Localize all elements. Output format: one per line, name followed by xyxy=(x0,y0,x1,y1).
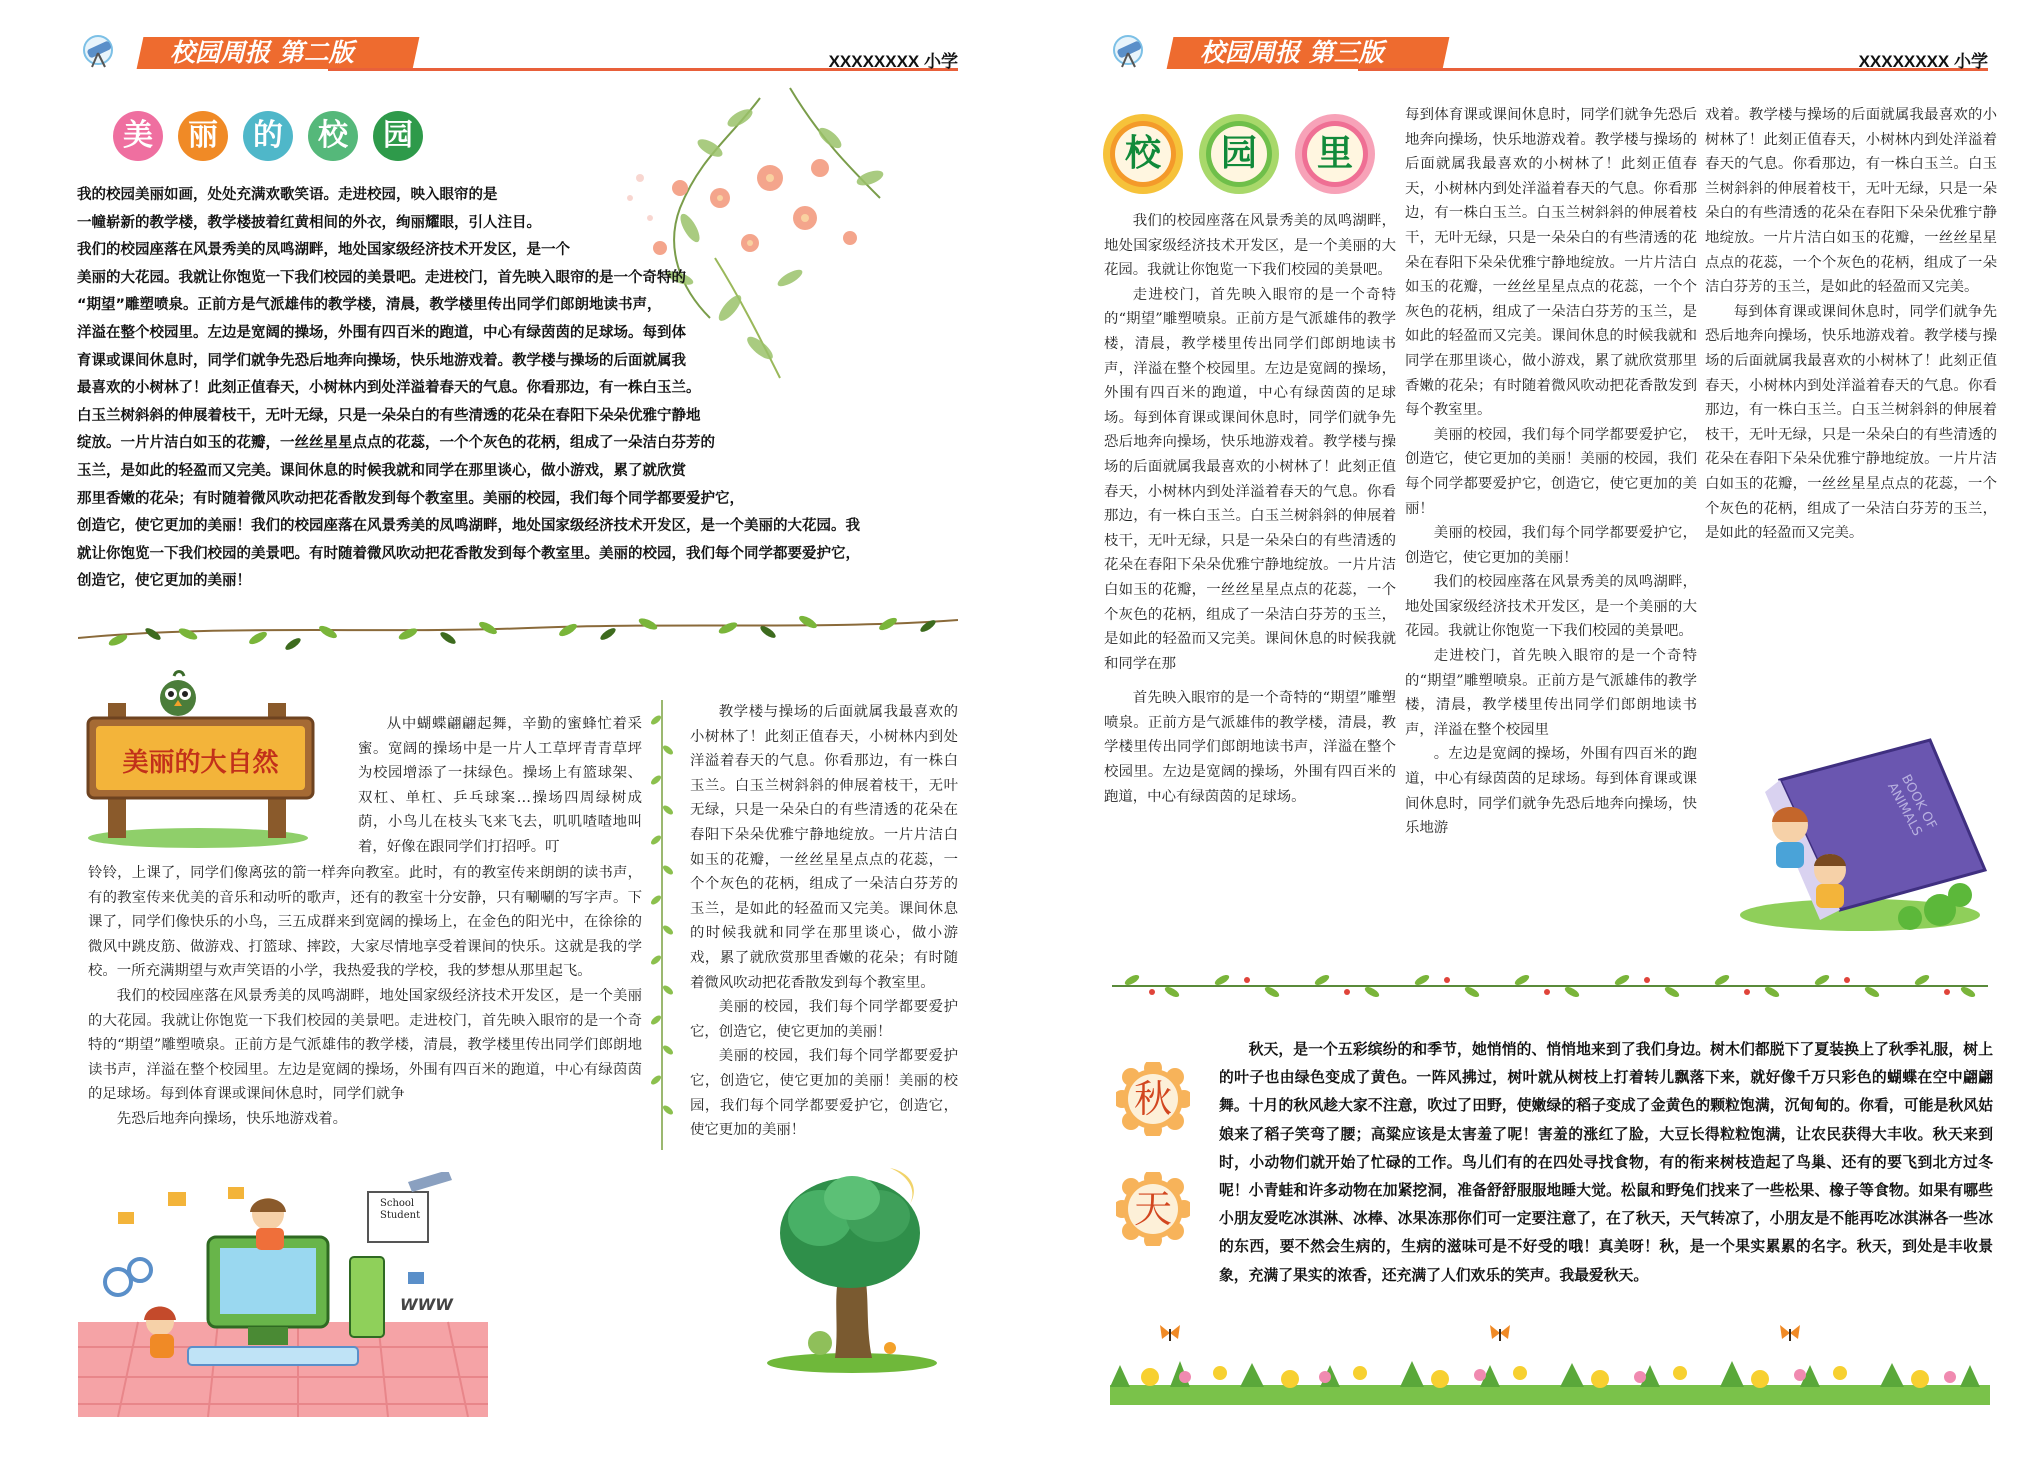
intro-article: 我的校园美丽如画，处处充满欢歌笑语。走进校园，映入眼帘的是 一幢崭新的教学楼，教学楼披着红黄相间的外衣，绚丽耀眼，引人注目。 我们的校园座落在风景秀美的凤鸣湖畔，地处国家级经济技术开发区，是一个 美丽的大花园。我就让你饱览一下我们校园的美景吧。走进校门，首先映入眼帘的是一个奇特的 “期望”雕塑喷泉。正前方是气派雄伟的教学楼，清晨，教学楼里传出同学们郎朗地读书声， 洋溢在整个校园里。左边是宽阔的操场，外围有四百米的跑道，中心有绿茵茵的足球场。每到体 育课或课间休息时，同学们就争先恐后地奔向操场，快乐地游戏着。教学楼与操场的后面就属我 最喜欢的小树林了！此刻正值春天，小树林内到处洋溢着春天的气息。你看那边，有一株白玉兰。 白玉兰树斜斜的伸展着枝干，无叶无绿，只是一朵朵白的有些清透的花朵在春阳下朵朵优雅宁静地 绽放。一片片洁白如玉的花瓣，一丝丝星星点点的花蕊，一个个灰色的花柄，组成了一朵洁白芬芳的 玉兰，是如此的轻盈而又完美。课间休息的时候我就和同学在那里谈心，做小游戏，累了就欣赏 那里香嫩的花朵；有时随着微风吹动把花香散发到每个教室里。美丽的校园，我们每个同学都要爱护它， 创造它，使它更加的美丽！我们的校园座落在风景秀美的凤鸣湖畔，地处国家级经济技术开发区，是一个美丽的大花园。我 就让你饱览一下我们校园的美景吧。有时随着微风吹动把花香散发到每个教室里。美丽的校园，我们每个同学都要爱护它， 创造它，使它更加的美丽！ xyxy=(77,187,860,590)
title-flower-3 xyxy=(1294,113,1376,195)
paragraph: 每到体育课或课间休息时，同学们就争先恐后地奔向操场，快乐地游戏着。教学楼与操场的后面就属我最喜欢的小树林了！此刻正值春天，小树林内到处洋溢着春天的气息。你看那边，有一株白玉兰。白玉兰树斜斜的伸展着枝干，无叶无绿，只是一朵朵白的有些清透的花朵在春阳下朵朵优雅宁静地绽放。一片片洁白如玉的花瓣，一丝丝星星点点的花蕊，一个个灰色的花柄，组成了一朵洁白芬芳的玉兰，是如此的轻盈而又完美。课间休息的时候我就和同学在那里谈心，做小游戏，累了就欣赏那里香嫩的花朵；有时随着微风吹动把花香散发到每个教室里。 xyxy=(1405,107,1697,419)
paragraph: 美丽的校园，我们每个同学都要爱护它，创造它，使它更加的美丽！美丽的校园，我们每个同学都要爱护它，创造它，使它更加的美丽！ xyxy=(1405,426,1697,517)
paragraph: 美丽的校园，我们每个同学都要爱护它，创造它，使它更加的美丽！美丽的校园，我们每个同学都要爱护它，创造它，使它更加的美丽！ xyxy=(690,1048,958,1139)
title-flower-1 xyxy=(1102,113,1184,195)
tree-illustration xyxy=(760,1158,945,1373)
autumn-title xyxy=(1116,1062,1196,1252)
page-header xyxy=(1108,37,1988,71)
paragraph: 我们的校园座落在风景秀美的凤鸣湖畔，地处国家级经济技术开发区，是一个美丽的大花园。我就让你饱览一下我们校园的美景吧。 xyxy=(1104,213,1396,279)
school-sign-text: School Student xyxy=(380,1198,421,1221)
paragraph: 走进校门，首先映入眼帘的是一个奇特的“期望”雕塑喷泉。正前方是气派雄伟的教学楼，清晨，教学楼里传出同学们郎朗地读书声，洋溢在整个校园里 xyxy=(1405,648,1697,738)
www-text: WWW xyxy=(400,1295,453,1314)
telescope-icon xyxy=(1108,33,1152,69)
book-title: BOOK OF ANIMALS xyxy=(1884,772,1940,839)
paragraph: 走进校门，首先映入眼帘的是一个奇特的“期望”雕塑喷泉。正前方是气派雄伟的教学楼，清晨，教学楼里传出同学们郎朗地读书声，洋溢在整个校园里。左边是宽阔的操场，外围有四百米的跑道，中心有绿茵茵的足球场。每到体育课或课间休息时，同学们就争先恐后地奔向操场，快乐地游戏着。教学楼与操场的后面就属我最喜欢的小树林了！此刻正值春天，小树林内到处洋溢着春天的气息。你看那边，有一株白玉兰。白玉兰树斜斜的伸展着枝干，无叶无绿，只是一朵朵白的有些清透的花朵在春阳下朵朵优雅宁静地绽放。一片片洁白如玉的花瓣，一丝丝星星点点的花蕊，一个个灰色的花柄，组成了一朵洁白芬芳的玉兰，是如此的轻盈而又完美。课间休息的时候我就和同学在那 xyxy=(1104,286,1396,672)
paragraph: 铃铃，上课了，同学们像离弦的箭一样奔向教室。此时，有的教室传来朗朗的读书声，有的教室传来优美的音乐和动听的歌声，还有的教室十分安静，只有唰唰的写字声。下课了，同学们像快乐的小鸟，三五成群来到宽阔的操场上，在金色的阳光中，在徐徐的微风中跳皮筋、做游戏、打篮球、摔跤，大家尽情地享受着课间的快乐。这就是我的学校。一所充满期望与欢声笑语的小学，我热爱我的学校，我的梦想从那里起飞。 xyxy=(88,865,642,980)
section-tab: 校园周报 第二版 xyxy=(137,37,420,69)
nature-column-1-top: 从中蝴蝶翩翩起舞，辛勤的蜜蜂忙着采蜜。宽阔的操场中是一片人工草坪青青草坪为校园增添了一抹绿色。操场上有篮球架、双杠、单杠、乒乓球案…操场四周绿树成荫，小鸟儿在枝头飞来飞去，叽叽喳喳地叫着，好像在跟同学们打招呼。叮 xyxy=(358,716,642,855)
vertical-vine-divider xyxy=(650,700,674,1150)
title-char-1: 校 xyxy=(1124,133,1161,174)
nature-sign-label: 美丽的大自然 xyxy=(122,748,279,778)
paragraph: 。左边是宽阔的操场，外围有四百米的跑道，中心有绿茵茵的足球场。每到体育课或课间休息时，同学们就争先恐后地奔向操场，快乐地游 xyxy=(1405,746,1697,837)
autumn-flower-2 xyxy=(1116,1172,1190,1246)
paragraph: 我们的校园座落在风景秀美的凤鸣湖畔，地处国家级经济技术开发区，是一个美丽的大花园。我就让你饱览一下我们校园的美景吧。走进校门，首先映入眼帘的是一个奇特的“期望”雕塑喷泉。正前方是气派雄伟的教学楼，清晨，教学楼里传出同学们郎朗地读书声，洋溢在整个校园里。左边是宽阔的操场，外围有四百米的跑道，中心有绿茵茵的足球场。每到体育课或课间休息时，同学们就争 xyxy=(88,987,642,1103)
paragraph: 我们的校园座落在风景秀美的凤鸣湖畔，地处国家级经济技术开发区，是一个美丽的大花园。我就让你饱览一下我们校园的美景吧。 xyxy=(1405,574,1697,640)
title-flower-2 xyxy=(1198,113,1280,195)
paragraph: 戏着。教学楼与操场的后面就属我最喜欢的小树林了！此刻正值春天，小树林内到处洋溢着春天的气息。你看那边，有一株白玉兰。白玉兰树斜斜的伸展着枝干，无叶无绿，只是一朵朵白的有些清透的花朵在春阳下朵朵优雅宁静地绽放。一片片洁白如玉的花瓣，一丝丝星星点点的花蕊，一个个灰色的花柄，组成了一朵洁白芬芳的玉兰，是如此的轻盈而又完美。 xyxy=(1705,107,1997,296)
flower-vine-divider xyxy=(1112,970,1988,1002)
autumn-flower-1 xyxy=(1116,1062,1190,1136)
title-char-1: 美 xyxy=(113,111,163,161)
school-name: XXXXXXXX 小学 xyxy=(1858,52,1988,71)
paragraph: 美丽的校园，我们每个同学都要爱护它，创造它，使它更加的美丽！ xyxy=(1405,525,1697,566)
nature-column-1-bottom xyxy=(88,861,642,1132)
nature-column-2 xyxy=(690,700,958,1143)
leaf-vine-divider xyxy=(78,604,958,654)
paragraph: 每到体育课或课间休息时，同学们就争先恐后地奔向操场，快乐地游戏着。教学楼与操场的后面就属我最喜欢的小树林了！此刻正值春天，小树林内到处洋溢着春天的气息。你看那边，有一株白玉兰。白玉兰树斜斜的伸展着枝干，无叶无绿，只是一朵朵白的有些清透的花朵在春阳下朵朵优雅宁静地绽放。一片片洁白如玉的花瓣，一丝丝星星点点的花蕊，一个个灰色的花柄，组成了一朵洁白芬芳的玉兰，是如此的轻盈而又完美。 xyxy=(1705,303,1997,542)
title-char-5: 园 xyxy=(373,111,423,161)
book-kids-illustration xyxy=(1710,720,1995,935)
autumn-article: 秋天，是一个五彩缤纷的和季节，她悄悄的、悄悄地来到了我们身边。树木们都脱下了夏装换上了秋季礼服，树上的叶子也由绿色变成了黄色。一阵风拂过，树叶就从树枝上打着转儿飘落下来，就好像千万只彩色的蝴蝶在空中翩翩舞。十月的秋风趁大家不注意，吹过了田野，使嫩绿的稻子变成了金黄色的颗粒饱满，沉甸甸的。你看，可能是秋风姑娘来了稻子笑弯了腰；高粱应该是太害羞了呢！害羞的涨红了脸，大豆长得粒粒饱满，让农民获得大丰收。秋天来到时，小动物们就开始了忙碌的工作。鸟儿们有的在四处寻找食物，有的衔来树枝造起了鸟巢、还有的要飞到北方过冬呢！小青蛙和许多动物在加紧挖洞，准备舒舒服服地睡大觉。松鼠和野兔们找来了一些松果、橡子等食物。如果有哪些小朋友爱吃冰淇淋、冰棒、冰果冻那你们可一定要注意了，在了秋天，天气转凉了，小朋友是不能再吃冰淇淋各一些冰的东西，要不然会生病的，生病的滋味可是不好受的哦！真美呀！秋，是一个果实累累的名字。秋天，到处是丰收景象，充满了果实的浓香，还充满了人们欢乐的笑声。我最爱秋天。 xyxy=(1219,1041,1993,1284)
title-char-4: 校 xyxy=(308,111,358,161)
title-char-2: 丽 xyxy=(178,111,228,161)
section-title xyxy=(1102,113,1392,203)
title-char-3: 里 xyxy=(1316,133,1353,174)
title-char-3: 的 xyxy=(243,111,293,161)
campus-column-1 xyxy=(1104,209,1396,809)
paragraph: 美丽的校园，我们每个同学都要爱护它，创造它，使它更加的美丽！ xyxy=(690,999,958,1040)
paragraph: 首先映入眼帘的是一个奇特的“期望”雕塑喷泉。正前方是气派雄伟的教学楼，清晨，教学楼里传出同学们郎朗地读书声，洋溢在整个校园里。左边是宽阔的操场，外围有四百米的跑道，中心有绿茵茵的足球场。 xyxy=(1104,690,1396,805)
section-title xyxy=(113,111,443,167)
autumn-char-2: 天 xyxy=(1133,1187,1172,1231)
paragraph: 教学楼与操场的后面就属我最喜欢的小树林了！此刻正值春天，小树林内到处洋溢着春天的气息。你看那边，有一株白玉兰。白玉兰树斜斜的伸展着枝干，无叶无绿，只是一朵朵白的有些清透的花朵在春阳下朵朵优雅宁静地绽放。一片片洁白如玉的花瓣，一丝丝星星点点的花蕊，一个个灰色的花柄，组成了一朵洁白芬芳的玉兰，是如此的轻盈而又完美。课间休息的时候我就和同学在那里谈心，做小游戏，累了就欣赏那里香嫩的花朵；有时随着微风吹动把花香散发到每个教室里。 xyxy=(690,704,958,991)
campus-column-3 xyxy=(1705,103,1997,546)
paragraph: 先恐后地奔向操场，快乐地游戏着。 xyxy=(116,1110,348,1127)
flower-border-decoration xyxy=(1110,1325,1990,1405)
right-page xyxy=(1020,0,2040,1473)
telescope-icon xyxy=(78,33,122,69)
title-char-2: 园 xyxy=(1220,133,1257,174)
page-header xyxy=(78,37,958,71)
campus-column-2 xyxy=(1405,103,1697,841)
school-name: XXXXXXXX 小学 xyxy=(828,52,958,71)
autumn-char-1: 秋 xyxy=(1133,1077,1172,1121)
section-tab: 校园周报 第三版 xyxy=(1167,37,1450,69)
